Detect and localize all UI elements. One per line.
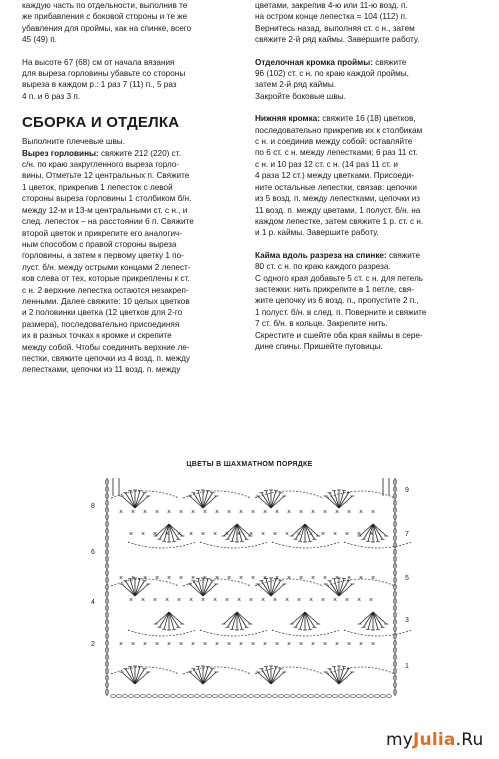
logo-brand: Julia xyxy=(413,730,456,750)
foundation-chain xyxy=(303,695,308,698)
armhole-line: Закройте боковые швы. xyxy=(255,91,346,101)
top-paragraph-line: каждую часть по отдельности, выполнив те xyxy=(22,1,188,10)
continued-line: свяжите 2-й ряд каймы. Завершите работу. xyxy=(255,35,420,45)
bottom-edge-line: 11 возд. п. между цветами, 1 полуст. б/н. на xyxy=(255,205,421,215)
neckline-line: горловины, а затем к первому цветку 1 по- xyxy=(22,251,184,261)
foundation-chain xyxy=(387,695,392,698)
left-top-paragraph xyxy=(22,0,244,46)
logo-suffix: .Ru xyxy=(455,730,484,750)
chain-arch xyxy=(111,667,179,674)
slit-edge-line: дине спины. Пришейте пуговицы. xyxy=(255,341,383,351)
foundation-chain xyxy=(249,695,254,698)
single-crochet-stitch: × xyxy=(284,597,290,604)
foundation-chain xyxy=(267,695,272,698)
single-crochet-stitch: × xyxy=(152,597,158,604)
single-crochet-stitch: × xyxy=(346,575,352,582)
single-crochet-stitch: × xyxy=(166,509,172,516)
neckline-line: луст. б/н. между острыми концами 2 лепест- xyxy=(22,262,191,272)
single-crochet-stitch: × xyxy=(344,597,350,604)
row-number-right: 3 xyxy=(405,617,409,624)
slit-edge-line: жите цепочку из 6 возд. п., пропустите 2 п., xyxy=(255,296,419,306)
foundation-chain xyxy=(321,695,326,698)
row-number-left: 6 xyxy=(91,549,95,556)
single-crochet-stitch: × xyxy=(356,531,362,538)
foundation-chain xyxy=(159,695,164,698)
row-number-right: 1 xyxy=(405,663,409,670)
single-crochet-stitch: × xyxy=(178,509,184,516)
chain-arch xyxy=(183,491,251,498)
single-crochet-stitch: × xyxy=(248,531,254,538)
neckline-line: и 2 половинки цветка (12 цветков для 2-го xyxy=(22,308,183,318)
single-crochet-stitch: × xyxy=(370,575,376,582)
chain-arch xyxy=(255,667,323,674)
single-crochet-stitch: × xyxy=(202,575,208,582)
single-crochet-stitch: × xyxy=(250,509,256,516)
single-crochet-stitch: × xyxy=(224,531,230,538)
single-crochet-stitch: × xyxy=(298,641,304,648)
neckline-line: след. лепесток – на расстоянии 6 п. Свяжите xyxy=(22,217,194,227)
single-crochet-stitch: × xyxy=(140,597,146,604)
single-crochet-stitch: × xyxy=(310,575,316,582)
chain-arch xyxy=(344,542,412,548)
slit-edge-line: С одного края добавьте 5 ст. с н. для петель xyxy=(255,273,424,283)
single-crochet-stitch: × xyxy=(286,509,292,516)
single-crochet-stitch: × xyxy=(142,509,148,516)
neckline-title: Вырез горловины: xyxy=(22,148,99,158)
crochet-chart xyxy=(85,470,415,702)
foundation-chain xyxy=(147,695,152,698)
single-crochet-stitch: × xyxy=(272,597,278,604)
single-crochet-stitch: × xyxy=(130,509,136,516)
single-crochet-stitch: × xyxy=(154,509,160,516)
chain-arch xyxy=(327,491,395,498)
foundation-chain xyxy=(285,695,290,698)
continued-line: на остром конце лепестка = 104 (112) п. xyxy=(255,12,408,22)
single-crochet-stitch: × xyxy=(238,641,244,648)
bottom-edge-line: свяжите 16 (18) цветков, xyxy=(319,114,416,124)
foundation-chain xyxy=(213,695,218,698)
armhole-title: Отделочная кромка проймы: xyxy=(255,57,373,67)
chain-arch xyxy=(128,630,196,636)
foundation-chain xyxy=(273,695,278,698)
foundation-chain xyxy=(111,695,116,698)
bottom-edge-block xyxy=(255,113,477,238)
foundation-chain xyxy=(123,695,128,698)
single-crochet-stitch: × xyxy=(262,509,268,516)
single-crochet-stitch: × xyxy=(188,531,194,538)
single-crochet-stitch: × xyxy=(178,575,184,582)
single-crochet-stitch: × xyxy=(226,641,232,648)
foundation-chain xyxy=(243,695,248,698)
single-crochet-stitch: × xyxy=(332,531,338,538)
logo-prefix: my xyxy=(386,730,414,750)
chain-arch xyxy=(128,542,196,548)
height-paragraph xyxy=(22,57,244,103)
foundation-chain xyxy=(351,695,356,698)
chain-arch xyxy=(272,630,340,636)
single-crochet-stitch: × xyxy=(260,531,266,538)
foundation-chain xyxy=(171,695,176,698)
left-column xyxy=(22,0,244,376)
single-crochet-stitch: × xyxy=(296,597,302,604)
single-crochet-stitch: × xyxy=(368,597,374,604)
row-number-right: 5 xyxy=(405,575,409,582)
neckline-line: ков слева от тех, которые прикреплены к ст. xyxy=(22,274,190,284)
single-crochet-stitch: × xyxy=(140,531,146,538)
single-crochet-stitch: × xyxy=(308,597,314,604)
single-crochet-stitch: × xyxy=(202,509,208,516)
single-crochet-stitch: × xyxy=(202,641,208,648)
neckline-line: второй цветок и прикрепите его аналогич- xyxy=(22,228,183,238)
single-crochet-stitch: × xyxy=(332,597,338,604)
foundation-chain xyxy=(261,695,266,698)
single-crochet-stitch: × xyxy=(188,597,194,604)
single-crochet-stitch: × xyxy=(142,575,148,582)
slit-edge-line: 1 полуст. б/н. в след. п. Поверните и свяжите xyxy=(255,307,427,317)
single-crochet-stitch: × xyxy=(334,509,340,516)
slit-edge-line: 80 ст. с н. по краю каждого разреза. xyxy=(255,262,391,272)
foundation-chain xyxy=(129,695,134,698)
site-logo xyxy=(386,730,483,750)
single-crochet-stitch: × xyxy=(214,641,220,648)
bottom-edge-line: последовательно прикрепив их к столбикам xyxy=(255,125,423,135)
chain-arch xyxy=(200,630,268,636)
single-crochet-stitch: × xyxy=(262,575,268,582)
single-crochet-stitch: × xyxy=(286,641,292,648)
single-crochet-stitch: × xyxy=(200,531,206,538)
foundation-chain xyxy=(141,695,146,698)
slit-edge-title: Кайма вдоль разреза на спинке: xyxy=(255,250,387,260)
single-crochet-stitch: × xyxy=(298,575,304,582)
bottom-edge-text xyxy=(255,114,423,237)
single-crochet-stitch: × xyxy=(322,575,328,582)
height-paragraph-line: 4 п. и 6 раз 3 п. xyxy=(22,91,81,101)
armhole-block xyxy=(255,57,477,103)
row-number-right: 7 xyxy=(405,531,409,538)
single-crochet-stitch: × xyxy=(176,531,182,538)
slit-edge-line: свяжите xyxy=(386,250,421,260)
foundation-chain xyxy=(279,695,284,698)
single-crochet-stitch: × xyxy=(358,509,364,516)
foundation-chain xyxy=(183,695,188,698)
single-crochet-stitch: × xyxy=(130,641,136,648)
bottom-edge-line: и 1 р. каймы. Завершите работу. xyxy=(255,228,379,238)
single-crochet-stitch: × xyxy=(236,531,242,538)
single-crochet-stitch: × xyxy=(214,575,220,582)
neckline-line: стороны выреза горловины 1 столбиком б/н. xyxy=(22,194,192,204)
single-crochet-stitch: × xyxy=(118,509,124,516)
chain-arch xyxy=(255,491,323,498)
single-crochet-stitch: × xyxy=(164,597,170,604)
single-crochet-stitch: × xyxy=(286,575,292,582)
chain-arch xyxy=(344,630,412,636)
single-crochet-stitch: × xyxy=(272,531,278,538)
single-crochet-stitch: × xyxy=(154,575,160,582)
single-crochet-stitch: × xyxy=(238,509,244,516)
single-crochet-stitch: × xyxy=(152,531,158,538)
foundation-chain xyxy=(345,695,350,698)
slit-edge-text xyxy=(255,251,426,351)
neckline-line: свяжите 212 (220) ст. xyxy=(98,148,181,158)
foundation-chain xyxy=(135,695,140,698)
neckline-line: размера), последовательно присоединяя xyxy=(22,319,180,329)
neckline-line: пестки, свяжите цепочки из 4 возд. п. между xyxy=(22,353,190,363)
chain-arch xyxy=(272,542,340,548)
single-crochet-stitch: × xyxy=(298,509,304,516)
single-crochet-stitch: × xyxy=(334,641,340,648)
neckline-line: с н. 2 верхние лепестка остаются незакреп- xyxy=(22,285,189,295)
row-number-left: 8 xyxy=(91,503,95,510)
single-crochet-stitch: × xyxy=(346,641,352,648)
foundation-chain xyxy=(153,695,158,698)
single-crochet-stitch: × xyxy=(190,641,196,648)
single-crochet-stitch: × xyxy=(310,509,316,516)
single-crochet-stitch: × xyxy=(334,575,340,582)
neckline-line: между собой. Чтобы соединить верхние ле- xyxy=(22,342,190,352)
slit-edge-line: застежки: нить прикрепите в 1 петле, свя- xyxy=(255,284,414,294)
single-crochet-stitch: × xyxy=(226,575,232,582)
single-crochet-stitch: × xyxy=(128,597,134,604)
single-crochet-stitch: × xyxy=(176,597,182,604)
single-crochet-stitch: × xyxy=(164,531,170,538)
single-crochet-stitch: × xyxy=(296,531,302,538)
foundation-chain xyxy=(357,695,362,698)
single-crochet-stitch: × xyxy=(214,509,220,516)
continued-line: цветами, закрепив 4-ю или 11-ю возд. п. xyxy=(255,1,408,10)
single-crochet-stitch: × xyxy=(250,641,256,648)
neckline-text xyxy=(22,149,194,375)
row-number-left: 4 xyxy=(91,599,95,606)
single-crochet-stitch: × xyxy=(284,531,290,538)
single-crochet-stitch: × xyxy=(190,575,196,582)
single-crochet-stitch: × xyxy=(260,597,266,604)
single-crochet-stitch: × xyxy=(274,641,280,648)
foundation-chain xyxy=(117,695,122,698)
single-crochet-stitch: × xyxy=(356,597,362,604)
chain-arch xyxy=(111,491,179,498)
single-crochet-stitch: × xyxy=(226,509,232,516)
foundation-chain xyxy=(375,695,380,698)
single-crochet-stitch: × xyxy=(368,531,374,538)
armhole-line: свяжите xyxy=(372,57,407,67)
chain-arch xyxy=(327,667,395,674)
foundation-chain xyxy=(339,695,344,698)
single-crochet-stitch: × xyxy=(250,575,256,582)
single-crochet-stitch: × xyxy=(262,641,268,648)
foundation-chain xyxy=(309,695,314,698)
bottom-edge-title: Нижняя кромка: xyxy=(255,114,320,124)
foundation-chain xyxy=(255,695,260,698)
foundation-chain xyxy=(369,695,374,698)
single-crochet-stitch: × xyxy=(128,531,134,538)
foundation-chain xyxy=(231,695,236,698)
height-paragraph-line: выреза в каждом р.: 1 раз 7 (11) п., 5 раз xyxy=(22,80,177,90)
bottom-edge-line: из 5 возд. п. между лепестками, цепочки из xyxy=(255,194,420,204)
foundation-chain xyxy=(207,695,212,698)
bottom-edge-line: с н. и соединив между собой: оставляйте xyxy=(255,137,413,147)
single-crochet-stitch: × xyxy=(212,597,218,604)
foundation-chain xyxy=(165,695,170,698)
single-crochet-stitch: × xyxy=(130,575,136,582)
height-paragraph-line: для выреза горловины убавьте со стороны xyxy=(22,69,186,79)
neckline-line: лепестками, цепочки из 11 возд. п. между xyxy=(22,365,181,375)
foundation-chain xyxy=(381,695,386,698)
single-crochet-stitch: × xyxy=(238,575,244,582)
foundation-chain xyxy=(201,695,206,698)
slit-edge-line: 7 ст. б/н. в кольце. Закрепите нить. xyxy=(255,319,388,329)
row-number-right: 9 xyxy=(405,487,409,494)
slit-edge-line: Скрестите и сшейте оба края каймы в сере- xyxy=(255,330,423,340)
neckline-line: между 12-м и 13-м центральными ст. с н., и xyxy=(22,205,188,215)
single-crochet-stitch: × xyxy=(370,641,376,648)
shoulder-line: Выполните плечевые швы. xyxy=(22,137,125,147)
foundation-chain xyxy=(315,695,320,698)
single-crochet-stitch: × xyxy=(274,575,280,582)
chain-arch xyxy=(183,667,251,674)
foundation-chain xyxy=(363,695,368,698)
single-crochet-stitch: × xyxy=(212,531,218,538)
foundation-chain xyxy=(297,695,302,698)
single-crochet-stitch: × xyxy=(178,641,184,648)
single-crochet-stitch: × xyxy=(248,597,254,604)
single-crochet-stitch: × xyxy=(346,509,352,516)
chart-title: ЦВЕТЫ В ШАХМАТНОМ ПОРЯДКЕ xyxy=(186,461,313,468)
single-crochet-stitch: × xyxy=(142,641,148,648)
single-crochet-stitch: × xyxy=(322,509,328,516)
bottom-edge-line: 4 раза 12 ст.) между цветками. Присоеди- xyxy=(255,171,414,181)
row-number-left: 2 xyxy=(91,641,95,648)
bottom-edge-line: по 6 ст. с н. между лепестками; 6 раз 11 ст. xyxy=(255,148,418,158)
continued-line: Вернитесь назад, выполняя ст. с н., затем xyxy=(255,23,415,33)
bottom-edge-line: ните остальные лепестки, связав: цепочки xyxy=(255,182,417,192)
foundation-chain xyxy=(189,695,194,698)
armhole-line: затем 2-й ряд каймы. xyxy=(255,80,336,90)
chain-arch xyxy=(200,542,268,548)
height-paragraph-line: На высоте 67 (68) см от начала вязания xyxy=(22,57,175,67)
single-crochet-stitch: × xyxy=(358,641,364,648)
single-crochet-stitch: × xyxy=(370,509,376,516)
foundation-chain xyxy=(333,695,338,698)
neckline-block xyxy=(22,148,244,376)
neckline-line: ленными. Далее свяжите: 10 целых цветков xyxy=(22,296,190,306)
single-crochet-stitch: × xyxy=(274,509,280,516)
single-crochet-stitch: × xyxy=(344,531,350,538)
single-crochet-stitch: × xyxy=(154,641,160,648)
neckline-line: их в разных точках к кромке и скрепите xyxy=(22,331,172,341)
slit-edge-block xyxy=(255,250,477,353)
section-heading: СБОРКА И ОТДЕЛКА xyxy=(22,114,180,132)
single-crochet-stitch: × xyxy=(308,531,314,538)
single-crochet-stitch: × xyxy=(118,641,124,648)
bottom-edge-line: с н. и 10 раз 12 ст. с н. (14 раз 11 ст. и xyxy=(255,159,399,169)
neckline-line: с/н. по краю закругленного выреза горло- xyxy=(22,160,180,170)
right-column xyxy=(255,0,477,352)
foundation-chain xyxy=(219,695,224,698)
foundation-chain xyxy=(177,695,182,698)
single-crochet-stitch: × xyxy=(320,531,326,538)
top-paragraph-line: убавления для проймы, как на спинке, всего xyxy=(22,23,192,33)
single-crochet-stitch: × xyxy=(320,597,326,604)
armhole-line: 96 (102) ст. с н. по краю каждой проймы, xyxy=(255,69,409,79)
single-crochet-stitch: × xyxy=(118,575,124,582)
top-paragraph-line: 45 (49) п. xyxy=(22,35,57,45)
single-crochet-stitch: × xyxy=(236,597,242,604)
top-paragraph-line: же прибавления с боковой стороны и те же xyxy=(22,12,188,22)
continued-paragraph xyxy=(255,0,477,46)
foundation-chain xyxy=(327,695,332,698)
bottom-edge-line: каждом лепестке, затем свяжите 1 р. ст. с н. xyxy=(255,216,424,226)
foundation-chain xyxy=(291,695,296,698)
single-crochet-stitch: × xyxy=(310,641,316,648)
neckline-line: вины. Отметьте 12 центральных п. Свяжите xyxy=(22,171,190,181)
foundation-chain xyxy=(195,695,200,698)
foundation-chain xyxy=(237,695,242,698)
single-crochet-stitch: × xyxy=(224,597,230,604)
single-crochet-stitch: × xyxy=(190,509,196,516)
neckline-line: 1 цветок, прикрепив 1 лепесток с левой xyxy=(22,182,173,192)
single-crochet-stitch: × xyxy=(166,575,172,582)
neckline-line: ным способом с правой стороны выреза xyxy=(22,239,177,249)
foundation-chain xyxy=(225,695,230,698)
single-crochet-stitch: × xyxy=(322,641,328,648)
single-crochet-stitch: × xyxy=(200,597,206,604)
single-crochet-stitch: × xyxy=(358,575,364,582)
single-crochet-stitch: × xyxy=(166,641,172,648)
